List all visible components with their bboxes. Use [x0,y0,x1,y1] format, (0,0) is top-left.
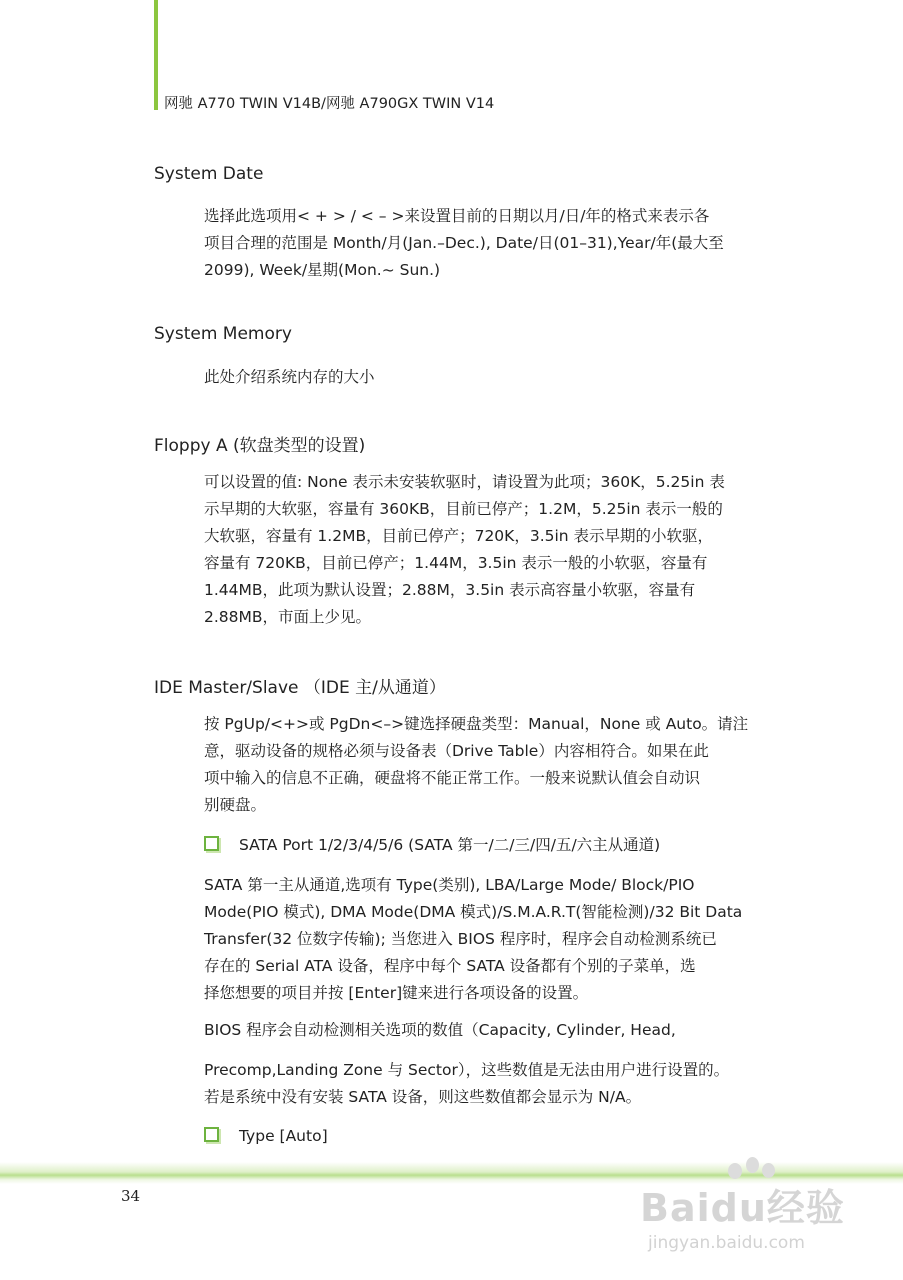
text-line: 若是系统中没有安装 SATA 设备，则这些数值都会显示为 N/A。 [204,1088,642,1106]
text-line: 容量有 720KB，目前已停产；1.44M，3.5in 表示一般的小软驱，容量有 [204,554,708,572]
paw-icon [762,1163,775,1178]
paragraph-bios-2 [204,1057,792,1111]
checkbox-bullet-icon [204,836,219,851]
text-line: 2099), Week/星期(Mon.~ Sun.) [204,261,441,279]
text-line: 意，驱动设备的规格必须与设备表（Drive Table）内容相符合。如果在此 [204,742,709,760]
page-number: 34 [121,1187,141,1205]
text-line: Mode(PIO 模式), DMA Mode(DMA 模式)/S.M.A.R.T(智能检测)/32 Bit Data [204,903,743,921]
paragraph-sata [204,872,792,1007]
heading-ide-master-slave: IDE Master/Slave （IDE 主/从通道） [154,678,446,698]
paw-icon [746,1157,759,1173]
text-line: BIOS 程序会自动检测相关选项的数值（Capacity, Cylinder, Head, [204,1021,676,1039]
text-line: 示早期的大软驱，容量有 360KB，目前已停产；1.2M，5.25in 表示一般的 [204,500,723,518]
text-line: 2.88MB，市面上少见。 [204,608,372,626]
text-line: 按 PgUp/<+>或 PgDn<–>键选择硬盘类型：Manual，None 或 Auto。请注 [204,715,749,733]
text-line: Precomp,Landing Zone 与 Sector），这些数值是无法由用户进行设置的。 [204,1061,730,1079]
text-line: 大软驱，容量有 1.2MB，目前已停产；720K，3.5in 表示早期的小软驱， [204,527,714,545]
paragraph-floppy-a [204,469,792,631]
text-line: SATA 第一主从通道,选项有 Type(类别), LBA/Large Mode/ Block/PIO [204,876,695,894]
text-line: 此处介绍系统内存的大小 [204,368,375,386]
text-line: 择您想要的项目并按 [Enter]键来进行各项设备的设置。 [204,984,589,1002]
watermark-url: jingyan.baidu.com [648,1233,805,1253]
bullet-type [204,1127,328,1145]
bullet-label: SATA Port 1/2/3/4/5/6 (SATA 第一/二/三/四/五/六主从通道) [239,836,661,854]
bullet-sata-port [204,833,660,855]
header-accent-line [154,0,158,110]
text-line: 项中输入的信息不正确，硬盘将不能正常工作。一般来说默认值会自动识 [204,769,701,787]
watermark [640,1165,890,1275]
paragraph-system-memory [204,364,792,391]
checkbox-bullet-icon [204,1127,219,1142]
paragraph-bios-1 [204,1017,792,1044]
text-line: 项目合理的范围是 Month/月(Jan.–Dec.), Date/日(01–31),Year/年(最大至 [204,234,724,252]
paragraph-system-date [204,203,792,284]
watermark-logo: Baidu经验 [640,1186,845,1230]
text-line: 别硬盘。 [204,796,267,814]
page-header: 网驰 A770 TWIN V14B/网驰 A790GX TWIN V14 [164,96,495,112]
text-line: 可以设置的值: None 表示未安装软驱时，请设置为此项；360K，5.25in 表 [204,473,725,491]
text-line: Transfer(32 位数字传输); 当您进入 BIOS 程序时，程序会自动检测系统已 [204,930,717,948]
heading-floppy-a: Floppy A (软盘类型的设置) [154,436,366,456]
paragraph-ide-master-slave [204,711,792,819]
text-line: 存在的 Serial ATA 设备，程序中每个 SATA 设备都有个别的子菜单，选 [204,957,696,975]
heading-system-date: System Date [154,164,264,184]
heading-system-memory: System Memory [154,324,292,344]
bullet-label: Type [Auto] [239,1127,328,1145]
text-line: 1.44MB，此项为默认设置；2.88M，3.5in 表示高容量小软驱，容量有 [204,581,696,599]
text-line: 选择此选项用< + > / < – >来设置目前的日期以月/日/年的格式来表示各 [204,207,710,225]
